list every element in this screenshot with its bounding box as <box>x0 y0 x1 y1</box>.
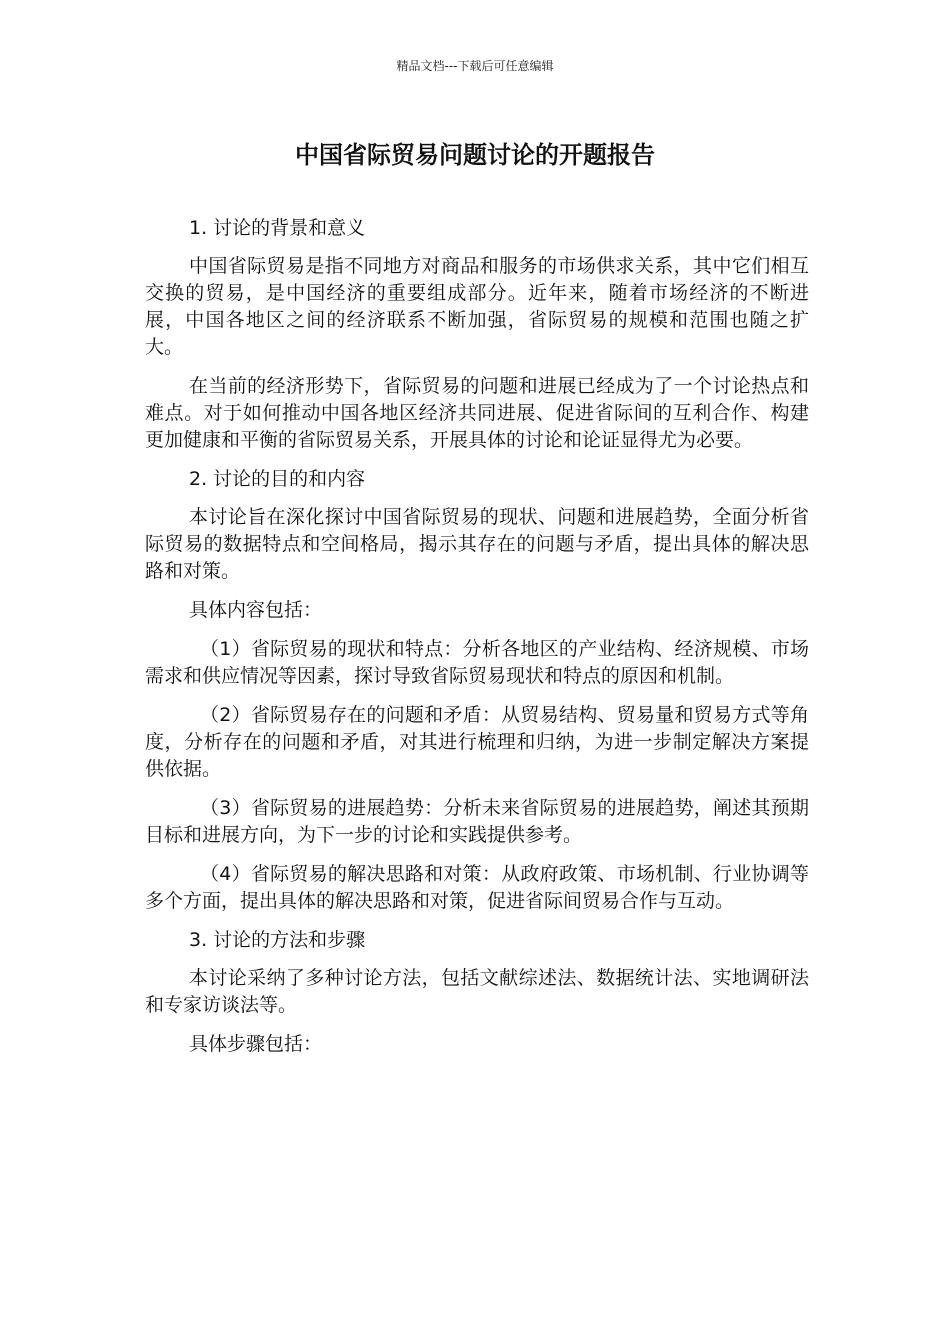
paragraph-methods-1: 本讨论采纳了多种讨论方法，包括文献综述法、数据统计法、实地调研法和专家访谈法等。 <box>145 967 809 1016</box>
header-note: 精品文档---下载后可任意编辑 <box>396 59 554 73</box>
paragraph-purpose-1: 本讨论旨在深化探讨中国省际贸易的现状、问题和进展趋势，全面分析省际贸易的数据特点和空间格局，揭示其存在的问题与矛盾，提出具体的解决思路和对策。 <box>145 506 809 582</box>
section-heading-background: 1. 讨论的背景和意义 <box>189 217 366 239</box>
paragraph-background-2: 在当前的经济形势下，省际贸易的问题和进展已经成为了一个讨论热点和难点。对于如何推动中国各地区经济共同进展、促进省际间的互利合作、构建更加健康和平衡的省际贸易关系，开展具体的讨论和论证显得尤为必要。 <box>145 375 809 451</box>
document-body <box>145 215 809 1070</box>
content-item-3: （3）省际贸易的进展趋势：分析未来省际贸易的进展趋势，阐述其预期目标和进展方向，为下一步的讨论和实践提供参考。 <box>145 797 809 846</box>
paragraph-contents-intro: 具体内容包括： <box>189 599 323 621</box>
paragraph-background-1: 中国省际贸易是指不同地方对商品和服务的市场供求关系，其中它们相互交换的贸易，是中国经济的重要组成部分。近年来，随着市场经济的不断进展，中国各地区之间的经济联系不断加强，省际贸易的规模和范围也随之扩大。 <box>145 255 809 358</box>
section-heading-purpose: 2. 讨论的目的和内容 <box>189 468 366 490</box>
paragraph-steps-intro: 具体步骤包括： <box>189 1033 323 1055</box>
section-heading-methods: 3. 讨论的方法和步骤 <box>189 929 366 951</box>
content-item-1: （1）省际贸易的现状和特点：分析各地区的产业结构、经济规模、市场需求和供应情况等因素，探讨导致省际贸易现状和特点的原因和机制。 <box>145 638 809 687</box>
document-title: 中国省际贸易问题讨论的开题报告 <box>295 141 655 169</box>
content-item-4: （4）省际贸易的解决思路和对策：从政府政策、市场机制、行业协调等多个方面，提出具体的解决思路和对策，促进省际间贸易合作与互动。 <box>145 863 809 912</box>
content-item-2: （2）省际贸易存在的问题和矛盾：从贸易结构、贸易量和贸易方式等角度，分析存在的问题和矛盾，对其进行梳理和归纳，为进一步制定解决方案提供依据。 <box>145 704 809 780</box>
